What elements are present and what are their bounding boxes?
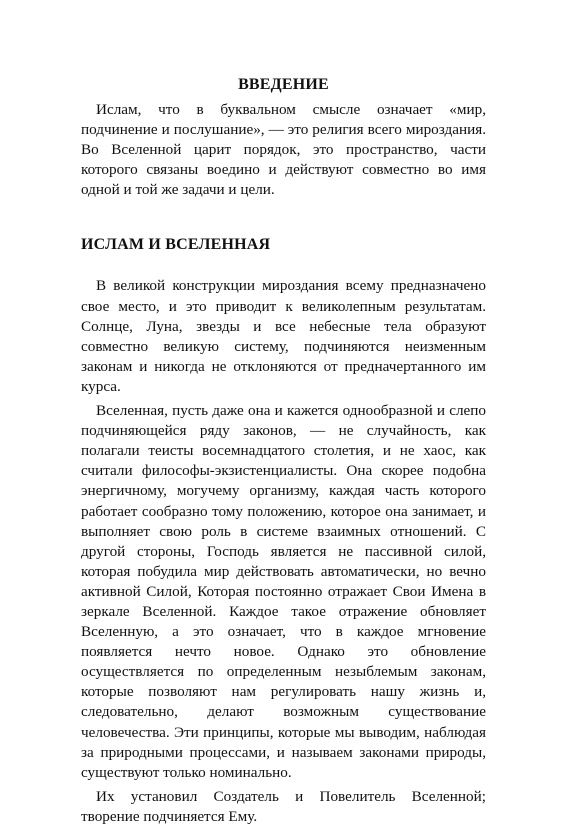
section-paragraph-2: Вселенная, пусть даже она и кажется однообразной и слепо подчиняющейся ряду законов, — не случайность, как полагали теисты восемнадцатого столетия, и не хаос, как считали философы-экзистенциалисты. Она скорее подобна энергичному, могучему организму, каждая часть которого работает сообразно тому положению, которое она занимает, и выполняет свою роль в системе взаимных отношений. С другой стороны, Господь является не пассивной силой, которая побудила мир действовать автоматически, но вечно активной Силой, Которая постоянно отражает Свои Имена в зеркале Вселенной. Каждое такое отражение обновляет Вселенную, а это означает, что в каждое мгновение появляется нечто новое. Однако это обновление осуществляется по определенным незыблемым законам, которые позволяют нам регулировать нашу жизнь и, следовательно, делают возможным существование человечества. Эти принципы, которые мы выводим, наблюдая за природными процессами, и называем законами природы, существуют только номинально. xyxy=(81,402,486,781)
section-paragraph-1: В великой конструкции мироздания всему предназначено свое место, и это приводит к великолепным результатам. Солнце, Луна, звезды и все небесные тела образуют совместно великую систему, подчиняются неизменным законам и никогда не отклоняются от предначертанного им курса. xyxy=(81,277,486,395)
section-heading: ИСЛАМ И ВСЕЛЕННАЯ xyxy=(81,236,271,254)
section-paragraph-3: Их установил Создатель и Повелитель Вселенной; творение подчиняется Ему. xyxy=(81,787,486,825)
document-page xyxy=(81,76,486,827)
intro-paragraph: Ислам, что в буквальном смысле означает «мир, подчинение и послушание», — это религия всего мироздания. Во Вселенной царит порядок, это пространство, части которого связаны воедино и действуют совместно во имя одной и той же задачи и цели. xyxy=(81,101,486,199)
intro-heading: ВВЕДЕНИЕ xyxy=(238,76,329,93)
